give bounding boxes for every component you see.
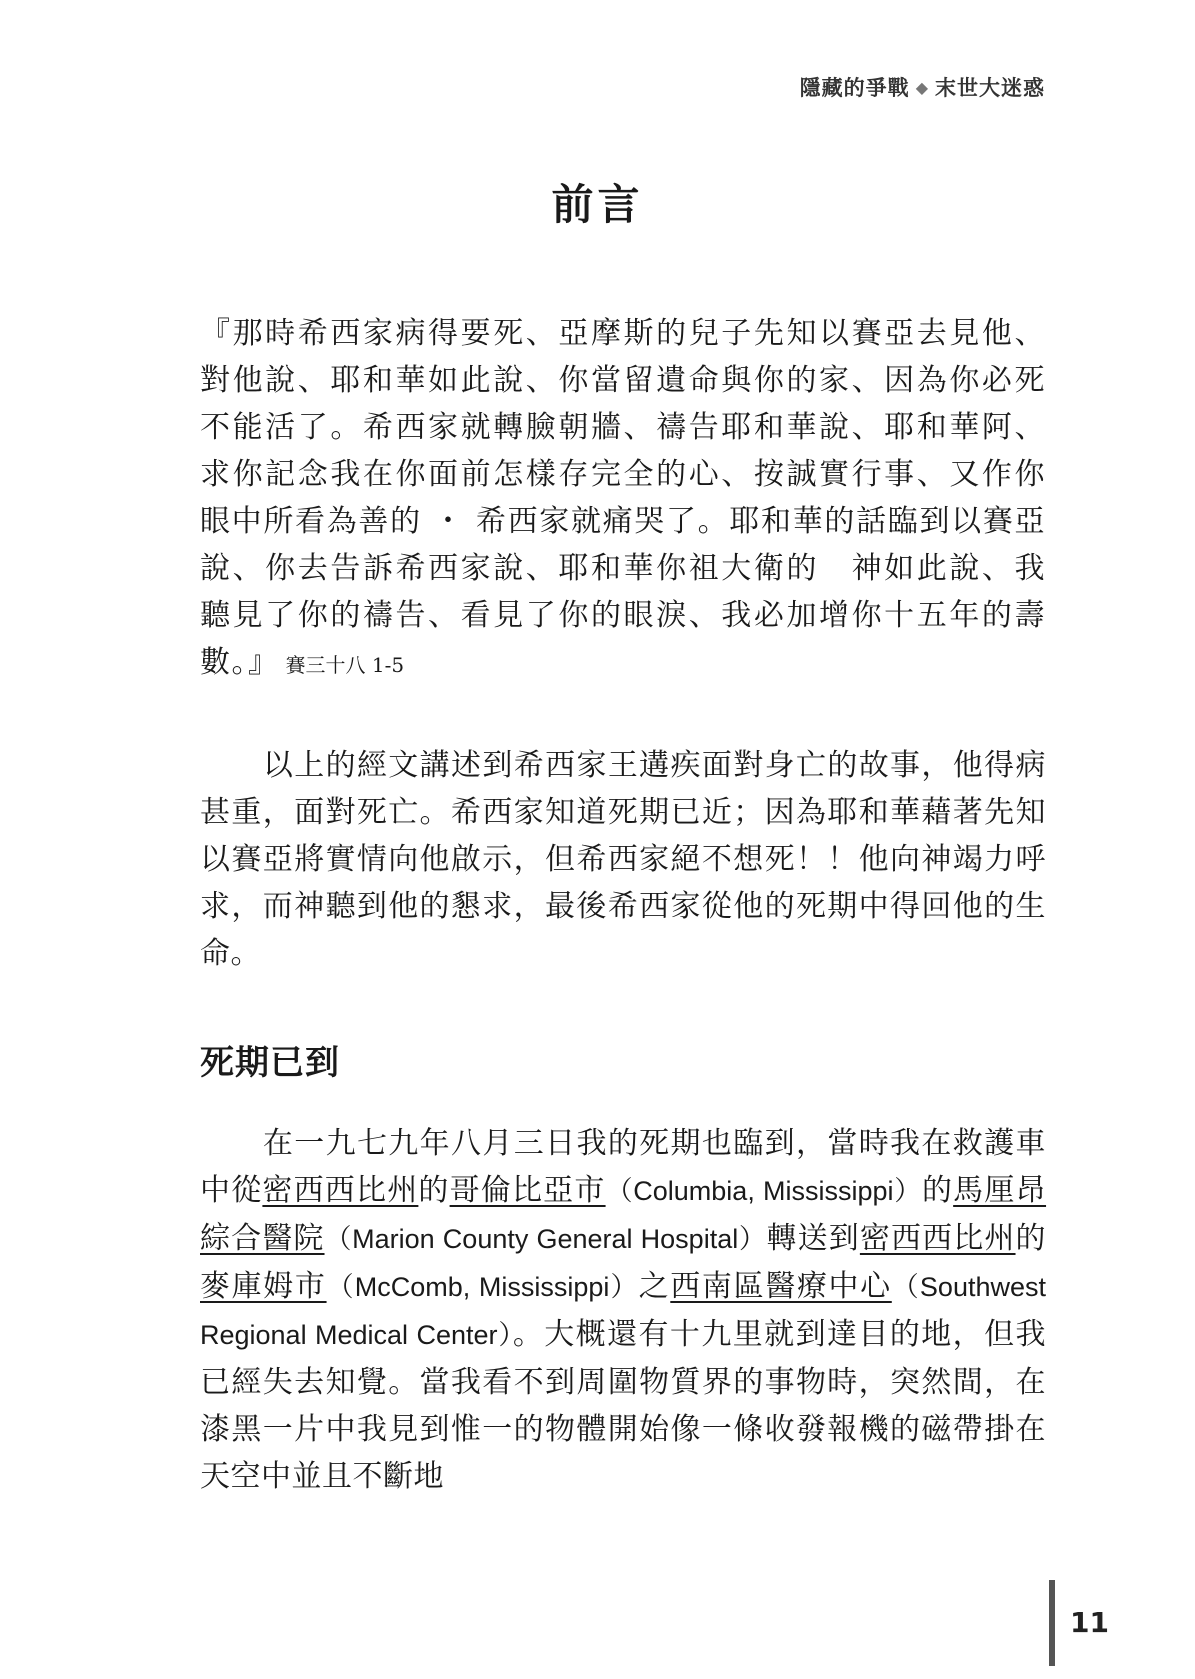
scripture-text: 『那時希西家病得要死、亞摩斯的兒子先知以賽亞去見他、對他說、耶和華如此說、你當留遺命與你的家、因為你必死不能活了。希西家就轉臉朝牆、禱告耶和華說、耶和華阿、求你記念我在你面前怎樣存完全的心、按誠實行事、又作你眼中所看為善的 ・ 希西家就痛哭了。耶和華的話臨到以賽亞說、你去告訴希西家說、耶和華你祖大衛的 神如此說、我聽見了你的禱告、看見了你的眼淚、我必加增你十五年的壽數。』 [200, 316, 1046, 680]
book-subtitle: 末世大迷惑 [935, 76, 1045, 100]
place-marion-hospital: 馬厘昂綜合醫院 [200, 1173, 1047, 1256]
text-run: 在一九七九年八月三日我的死期也臨到，當時我在救護車中從 [200, 1126, 1046, 1208]
english-southwest-center: （Southwest Regional Medical Center） [200, 1272, 1046, 1350]
place-mississippi: 密西西比州 [262, 1173, 419, 1208]
text-run: 的 [418, 1173, 450, 1208]
text-run: 的 [1015, 1221, 1047, 1256]
scripture-reference: 賽三十八 1-5 [285, 653, 405, 677]
place-columbia: 哥倫比亞市 [449, 1173, 606, 1208]
text-run: 的 [921, 1173, 954, 1208]
book-title: 隱藏的爭戰 [799, 76, 910, 100]
english-marion-hospital: （Marion County General Hospital） [324, 1224, 767, 1254]
diamond-separator-icon: ◆ [915, 78, 929, 97]
place-mccomb: 麥庫姆市 [200, 1269, 327, 1304]
text-run: 之 [638, 1269, 671, 1304]
english-mccomb: （McComb, Mississippi） [326, 1272, 639, 1302]
scripture-quote [200, 310, 1046, 689]
page-number: 11 [1070, 1606, 1109, 1639]
page-number-bar [1049, 1580, 1055, 1666]
section-heading: 死期已到 [200, 1043, 340, 1083]
place-mississippi-2: 密西西比州 [859, 1221, 1016, 1256]
text-run: 轉送到 [766, 1221, 860, 1256]
intro-paragraph [200, 742, 1046, 977]
place-southwest-center: 西南區醫療中心 [670, 1269, 892, 1304]
intro-paragraph-text: 以上的經文講述到希西家王遘疾面對身亡的故事，他得病甚重，面對死亡。希西家知道死期已近；因為耶和華藉著先知以賽亞將實情向他啟示，但希西家絕不想死！！他向神竭力呼求，而神聽到他的懇求，最後希西家從他的死期中得回他的生命。 [200, 748, 1046, 971]
running-header [800, 72, 1045, 102]
story-paragraph [200, 1120, 1046, 1500]
text-run: 。大概還有十九里就到達目的地，但我已經失去知覺。當我看不到周圍物質界的事物時，突然間，在漆黑一片中我見到惟一的物體開始像一條收發報機的磁帶掛在天空中並且不斷地 [200, 1317, 1047, 1494]
chapter-title: 前言 [551, 180, 644, 229]
english-columbia: （Columbia, Mississippi） [605, 1176, 922, 1206]
